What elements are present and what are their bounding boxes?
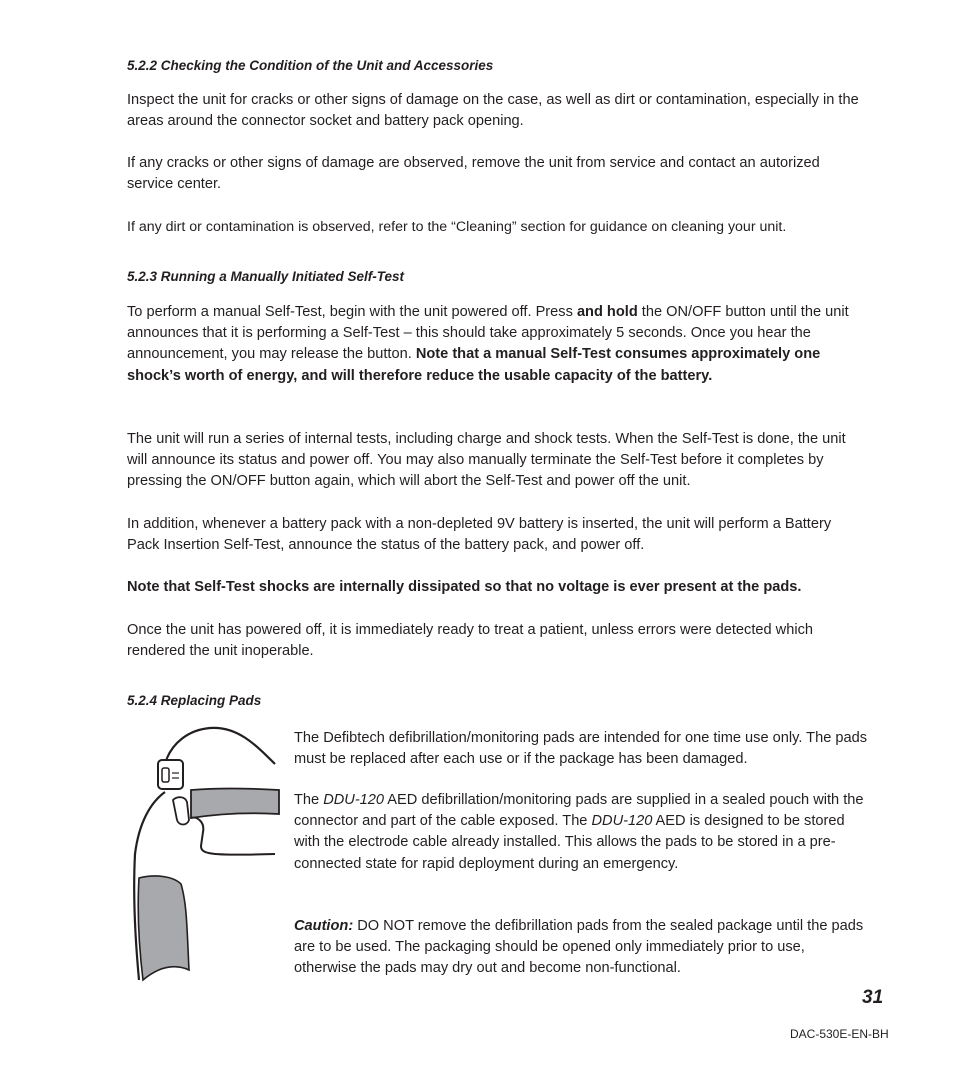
- section-heading-5-2-4: 5.2.4 Replacing Pads: [127, 693, 262, 708]
- text-span: AED defibrillation/monitoring pads are supplied in a sealed pouch with the connector and part of the cable exposed. The: [294, 792, 864, 830]
- caution-label: Caution:: [294, 918, 354, 934]
- bold-note-energy: Note that a manual Self-Test consumes approximately one shock’s worth of energy, and will therefore reduce the usable capacity of the battery.: [127, 346, 821, 384]
- paragraph-ddu120-pads: [294, 790, 869, 875]
- text-span: The: [294, 792, 324, 808]
- pads-package-cable-illustration: [125, 722, 285, 984]
- text-span: To perform a manual Self-Test, begin with the unit powered off. Press: [127, 304, 577, 320]
- text-span: AED is designed to be stored with the electrode cable already installed. This allows the pads to be stored in a pre-connected state for rapid deployment during an emergency.: [294, 813, 845, 872]
- section-heading-5-2-3: 5.2.3 Running a Manually Initiated Self-Test: [127, 269, 405, 284]
- product-name-ddu120: DDU-120: [323, 792, 385, 808]
- product-name-ddu120: DDU-120: [591, 813, 653, 830]
- cable-line: [167, 728, 275, 764]
- paragraph-damage-observed: If any cracks or other signs of damage are observed, remove the unit from service and contact an autorized service center.: [127, 155, 820, 193]
- section-heading-5-2-2: 5.2.2 Checking the Condition of the Unit and Accessories: [127, 58, 494, 73]
- document-code: DAC-530E-EN-BH: [790, 1027, 889, 1041]
- text-span: DO NOT remove the defibrillation pads from the sealed package until the pads are to be used. The packaging should be opened only immediately prior to use, otherwise the pads may dry out and become non-functional.: [294, 918, 864, 977]
- paragraph-dirt-observed: If any dirt or contamination is observed, refer to the “Cleaning” section for guidance on cleaning your unit.: [127, 219, 787, 235]
- paragraph-inspect-unit: Inspect the unit for cracks or other signs of damage on the case, as well as dirt or contamination, especially in the areas around the connector socket and battery pack opening.: [127, 92, 859, 130]
- paragraph-internal-tests: The unit will run a series of internal tests, including charge and shock tests. When the Self-Test is done, the unit will announce its status and power off. You may also manually terminate the Self-Test before it completes by pressing the ON/OFF button again, which will abort the Self-Test and power off the unit.: [127, 431, 846, 490]
- bold-text-and-hold: and hold: [576, 304, 638, 320]
- paragraph-caution: [294, 916, 869, 980]
- pouch-fold-line: [191, 818, 275, 855]
- paragraph-ready-to-treat: Once the unit has powered off, it is immediately ready to treat a patient, unless errors were detected which rendered the unit inoperable.: [127, 622, 813, 660]
- paragraph-manual-self-test: [127, 302, 867, 387]
- paragraph-battery-insertion: In addition, whenever a battery pack with a non-depleted 9V battery is inserted, the unit will perform a Battery Pack Insertion Self-Test, announce the status of the battery pack, and power off.: [127, 516, 832, 554]
- paragraph-single-use-pads: The Defibtech defibrillation/monitoring pads are intended for one time use only. The pads must be replaced after each use or if the package has been damaged.: [294, 730, 868, 768]
- page-number: 31: [862, 987, 884, 1008]
- pouch-tab: [173, 797, 189, 824]
- text-span: the ON/OFF button until the unit announces that it is performing a Self-Test – this should take approximately 5 seconds. Once you hear the announcement, you may release the button.: [127, 304, 849, 363]
- connector-latch: [162, 768, 169, 782]
- pouch-shaded-area: [138, 876, 189, 980]
- exposed-cable-band: [191, 789, 279, 819]
- note-shocks-dissipated: Note that Self-Test shocks are internally dissipated so that no voltage is ever present at the pads.: [127, 579, 802, 595]
